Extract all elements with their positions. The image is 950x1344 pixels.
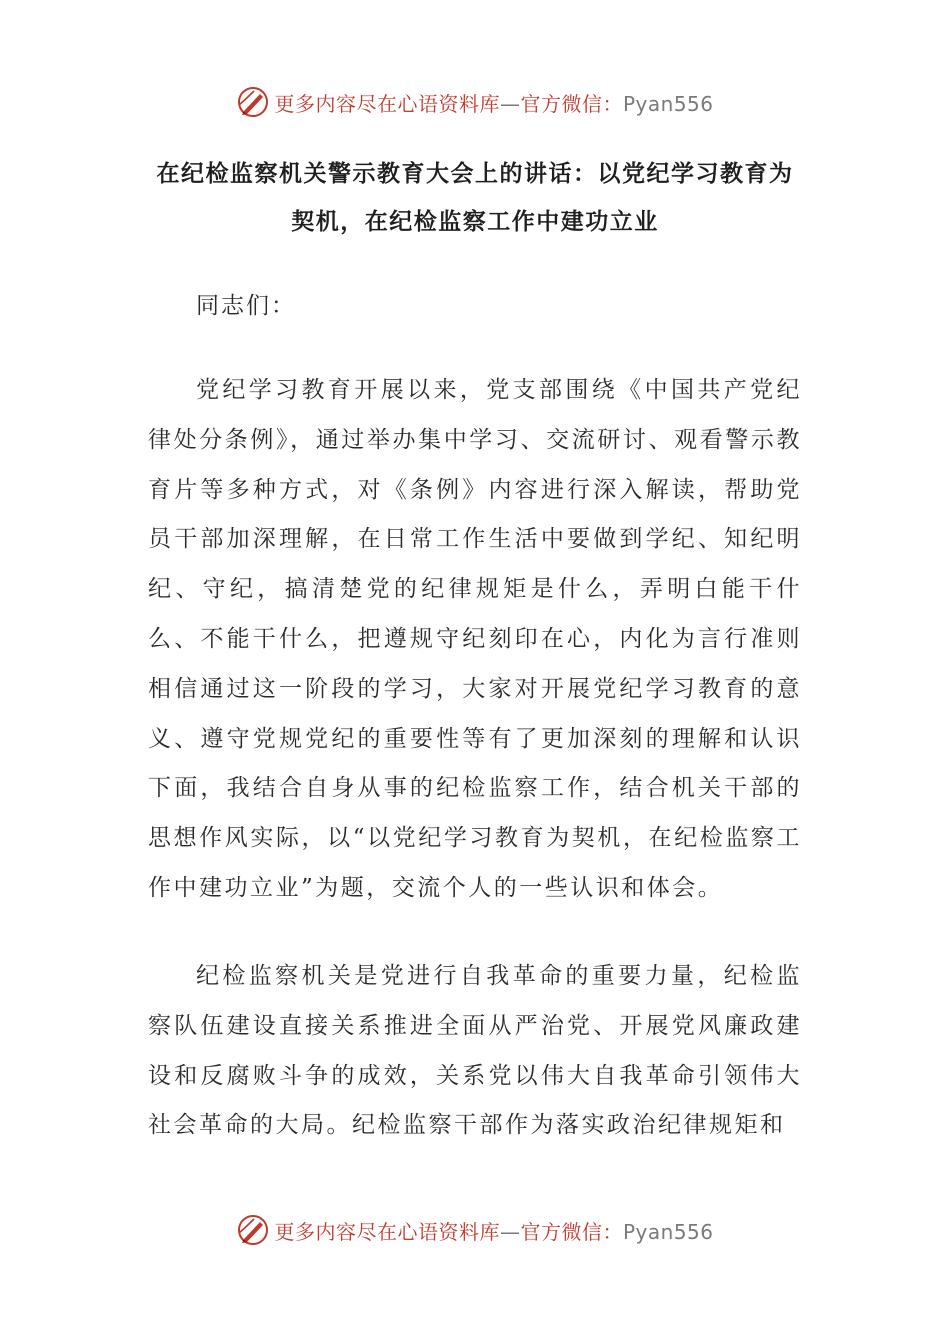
watermark-dash: —: [499, 91, 521, 116]
header-watermark: [0, 82, 950, 122]
watermark-main-text: 更多内容尽在心语资料库: [274, 91, 500, 116]
watermark-contact-label: 官方微信：: [520, 1219, 623, 1244]
body-paragraph-1: 党纪学习教育开展以来，党支部围绕《中国共产党纪律处分条例》，通过举办集中学习、交流研讨、观看警示教育片等多种方式，对《条例》内容进行深入解读，帮助党员干部加深理解，在日常工作生活中要做到学纪、知纪明纪、守纪，搞清楚党的纪律规矩是什么，弄明白能干什么、不能干什么，把遵规守纪刻印在心，内化为言行准则相信通过这一阶段的学习，大家对开展党纪学习教育的意义、遵守党规党纪的重要性等有了更加深刻的理解和认识下面，我结合自身从事的纪检监察工作，结合机关干部的思想作风实际，以“以党纪学习教育为契机，在纪检监察工作中建功立业”为题，交流个人的一些认识和体会。: [148, 377, 802, 901]
watermark-contact-label: 官方微信：: [520, 91, 623, 116]
pen-logo-icon: [236, 1213, 270, 1247]
watermark-dash: —: [499, 1219, 521, 1244]
pen-logo-icon: [236, 85, 270, 119]
body-paragraph-2: 纪检监察机关是党进行自我革命的重要力量，纪检监察队伍建设直接关系推进全面从严治党、开展党风廉政建设和反腐败斗争的成效，关系党以伟大自我革命引领伟大社会革命的大局。纪检监察干部作为落实政治纪律规矩和: [148, 963, 802, 1139]
salutation: 同志们：: [196, 293, 296, 319]
footer-watermark: [0, 1210, 950, 1250]
watermark-main-text: 更多内容尽在心语资料库: [274, 1219, 500, 1244]
watermark-contact-id: Pyan556: [622, 91, 714, 116]
document-title: 在纪检监察机关警示教育大会上的讲话：以党纪学习教育为契机，在纪检监察工作中建功立业: [156, 161, 794, 235]
watermark-contact-id: Pyan556: [622, 1219, 714, 1244]
